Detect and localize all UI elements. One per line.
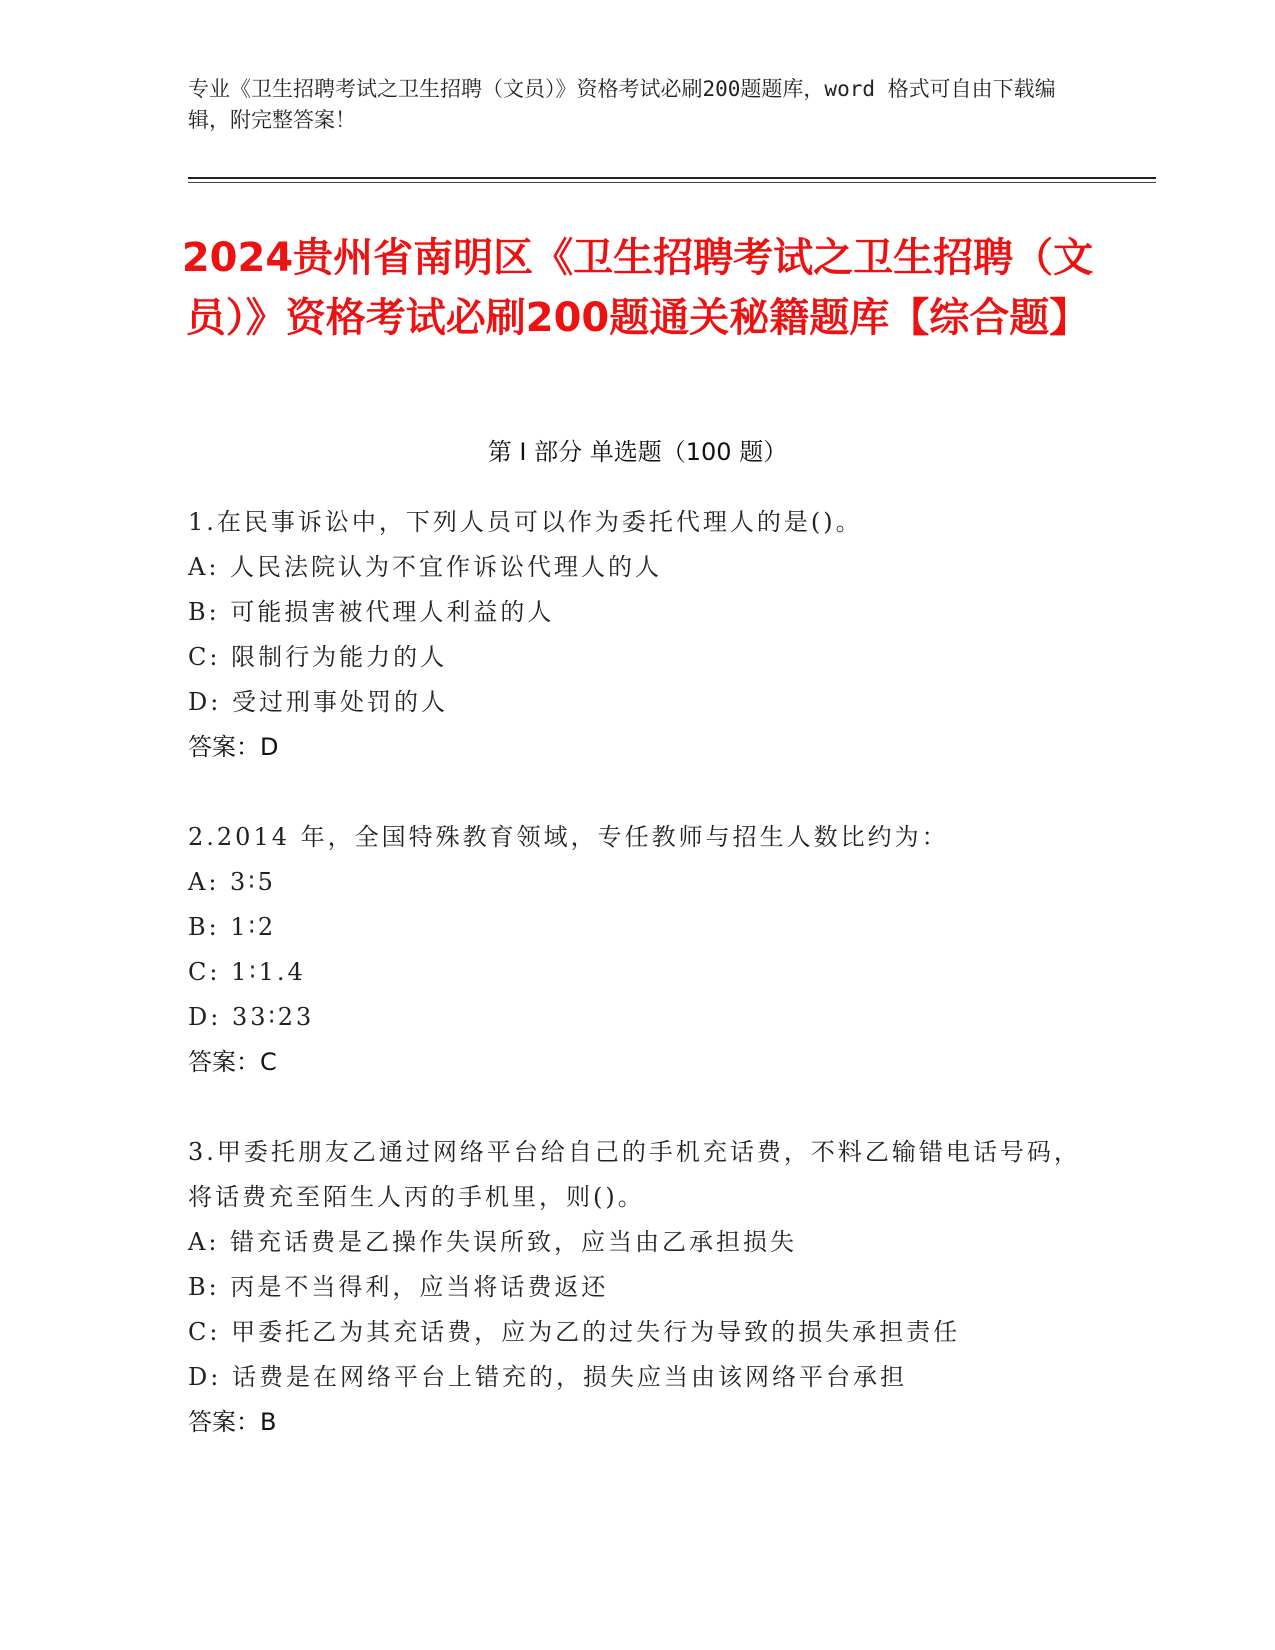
option-a: A: 人民法院认为不宜作诉讼代理人的人 (188, 553, 663, 581)
option-d: D: 话费是在网络平台上错充的，损失应当由该网络平台承担 (188, 1363, 907, 1391)
question-3 (188, 1130, 1088, 1445)
question-1 (188, 500, 1088, 770)
option-b: B: 可能损害被代理人利益的人 (188, 598, 555, 626)
question-stem: 2.2014 年，全国特殊教育领域，专任教师与招生人数比约为： (188, 823, 949, 851)
option-b: B: 1∶2 (188, 913, 277, 941)
option-c: C: 1∶1.4 (188, 958, 306, 986)
option-d: D: 受过刑事处罚的人 (188, 688, 448, 716)
answer: 答案：B (188, 1408, 277, 1436)
option-a: A: 错充话费是乙操作失误所致，应当由乙承担损失 (188, 1228, 798, 1256)
option-b: B: 丙是不当得利，应当将话费返还 (188, 1273, 609, 1301)
question-stem: 3.甲委托朋友乙通过网络平台给自己的手机充话费，不料乙输错电话号码，将话费充至陌生人丙的手机里，则()。 (188, 1138, 1081, 1211)
answer: 答案：D (188, 733, 279, 761)
header-rule-thick (188, 177, 1156, 179)
option-d: D: 33∶23 (188, 1003, 315, 1031)
section-title: 第 I 部分 单选题（100 题） (487, 438, 788, 466)
question-2 (188, 815, 1088, 1085)
question-stem: 1.在民事诉讼中，下列人员可以作为委托代理人的是()。 (188, 508, 863, 536)
option-a: A: 3∶5 (188, 868, 276, 896)
option-c: C: 限制行为能力的人 (188, 643, 448, 671)
document-title: 2024贵州省南明区《卫生招聘考试之卫生招聘（文员）》资格考试必刷200题通关秘籍题库【综合题】 (181, 235, 1094, 341)
header-rule-thin (188, 182, 1156, 183)
answer: 答案：C (188, 1048, 277, 1076)
option-c: C: 甲委托乙为其充话费，应为乙的过失行为导致的损失承担责任 (188, 1318, 961, 1346)
header-note: 专业《卫生招聘考试之卫生招聘（文员）》资格考试必刷200题题库，word 格式可自由下载编辑，附完整答案！ (188, 77, 1056, 132)
